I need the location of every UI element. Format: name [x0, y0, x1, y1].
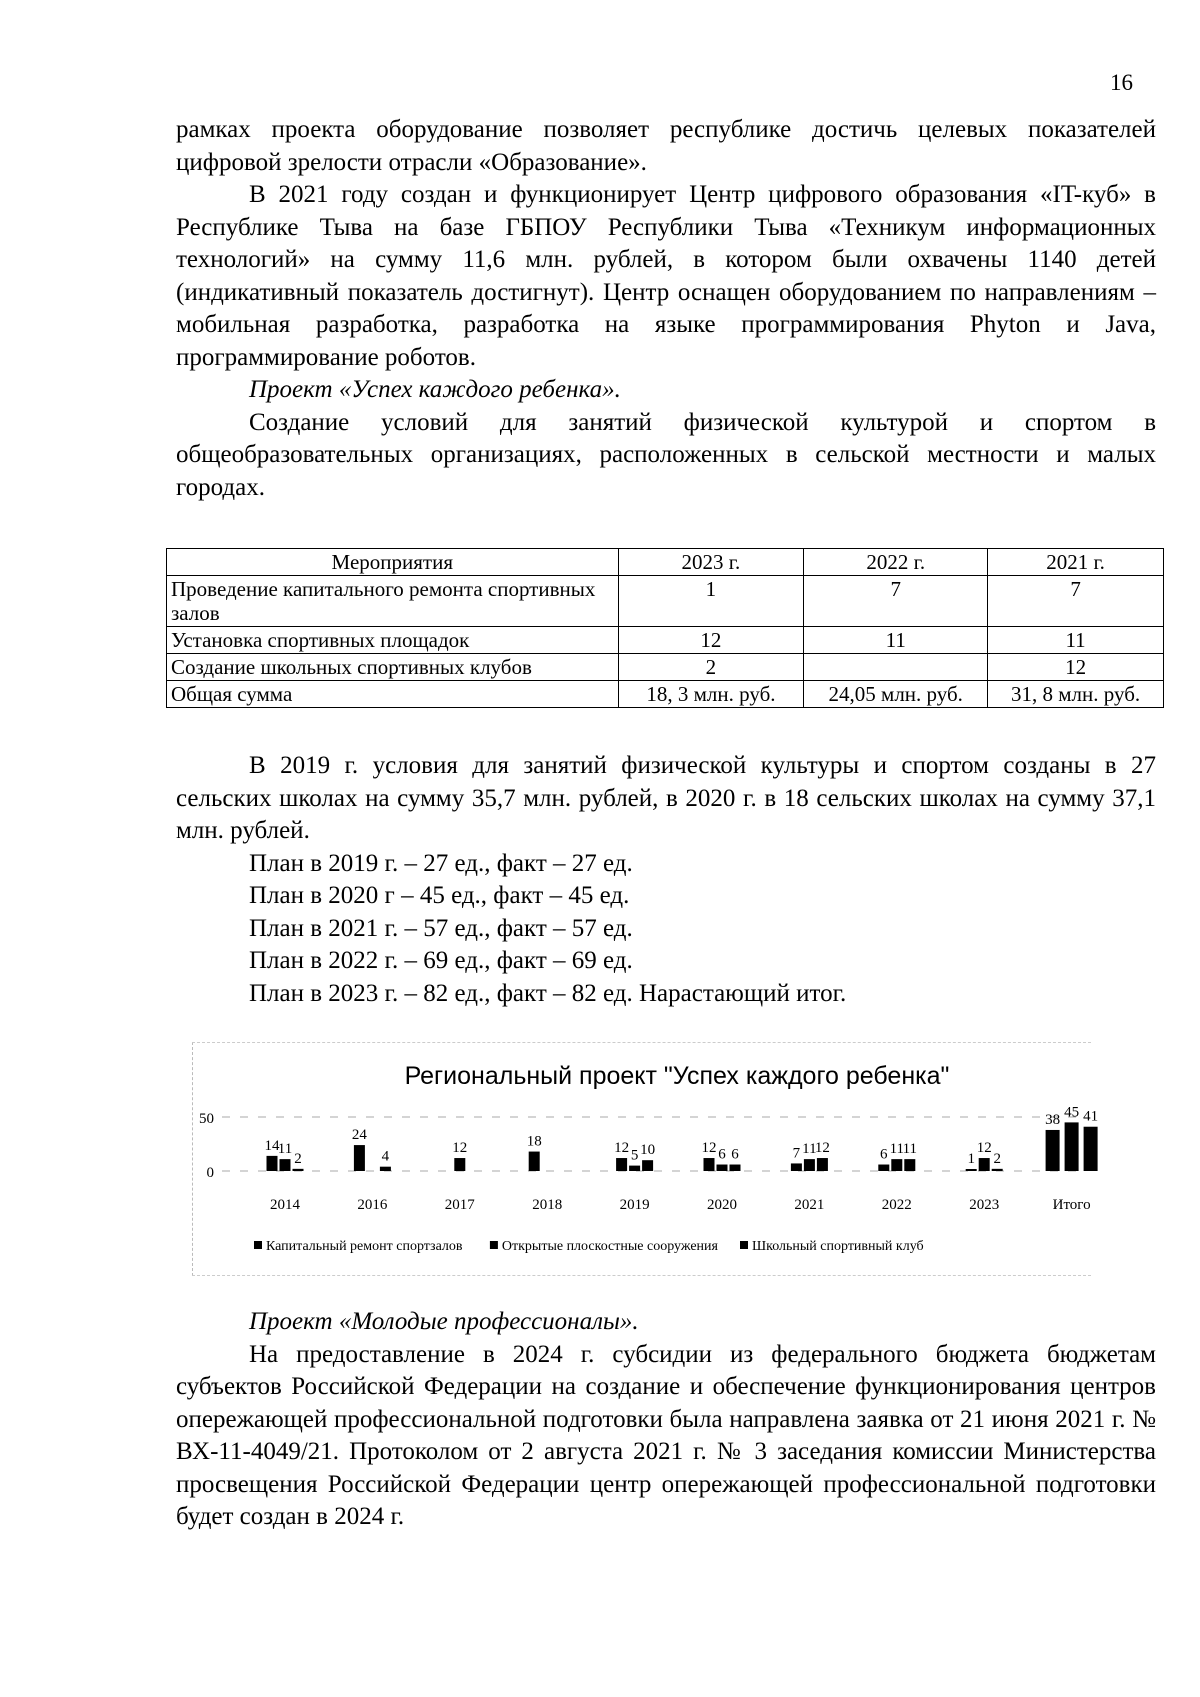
data-label: 6	[880, 1146, 888, 1163]
table-cell: 7	[804, 576, 988, 627]
table-row	[167, 681, 1164, 708]
data-label: 14	[264, 1137, 280, 1154]
bar	[280, 1159, 291, 1171]
bar	[1065, 1122, 1079, 1171]
bar	[992, 1169, 1003, 1171]
x-tick-label: 2016	[357, 1197, 388, 1213]
data-label: 11	[277, 1141, 293, 1158]
bar	[629, 1166, 640, 1171]
table-cell: 2	[618, 654, 804, 681]
data-label: 12	[814, 1140, 830, 1157]
paragraph: рамках проекта оборудование позволяет республике достичь целевых показателей цифровой зрелости отрасли «Образование».	[176, 116, 1156, 176]
chart-title: Региональный проект "Успех каждого ребенка"	[404, 1062, 950, 1090]
bar	[717, 1165, 728, 1171]
page-number: 16	[1110, 70, 1133, 95]
table-cell: Общая сумма	[167, 681, 619, 708]
data-label: 2	[993, 1150, 1001, 1167]
bar	[704, 1158, 715, 1171]
data-label: 11	[902, 1141, 918, 1158]
data-label: 7	[792, 1145, 801, 1162]
data-label: 38	[1045, 1111, 1061, 1128]
data-label: 6	[731, 1146, 739, 1163]
x-tick-label: 2022	[881, 1197, 912, 1213]
bar-chart	[192, 1042, 1099, 1276]
table-cell: 11	[804, 627, 988, 654]
data-label: 24	[351, 1127, 367, 1144]
data-label: 1	[967, 1151, 975, 1167]
table-cell: Создание школьных спортивных клубов	[167, 654, 619, 681]
paragraph: В 2021 году создан и функционирует Центр цифрового образования «IT-куб» в Республике Тыва на базе ГБПОУ Республики Тыва «Техникум информационных технологий» на сумму 11,6 млн. рублей, в котором были охвачены 1140 детей (индикативный показатель достигнут). Центр оснащен оборудованием по направлениям – мобильная разработка, разработка на языке программирования Phyton и Java, программирование роботов.	[176, 181, 1156, 371]
paragraph: В 2019 г. условия для занятий физической культуры и спортом созданы в 27 сельских школах на сумму 35,7 млн. рублей, в 2020 г. в 18 сельских школах на сумму 37,1 млн. рублей.	[176, 752, 1156, 844]
y-tick-label: 0	[206, 1165, 214, 1181]
plan-line: План в 2022 г. – 69 ед., факт – 69 ед.	[249, 947, 633, 974]
bar	[878, 1165, 889, 1171]
x-tick-label: Итого	[1052, 1197, 1091, 1213]
data-label: 10	[640, 1142, 656, 1159]
table-row	[167, 654, 1164, 681]
plan-line: План в 2023 г. – 82 ед., факт – 82 ед. Нарастающий итог.	[249, 979, 847, 1007]
y-tick-label: 50	[199, 1111, 214, 1127]
table-cell: 18, 3 млн. руб.	[618, 681, 804, 708]
data-label: 5	[630, 1147, 639, 1164]
plan-line: План в 2020 г – 45 ед., факт – 45 ед.	[249, 882, 630, 909]
data-label: 11	[802, 1141, 817, 1158]
x-tick-label: 2021	[794, 1197, 825, 1213]
table-cell: 7	[988, 576, 1164, 627]
x-tick-label: 2014	[270, 1197, 300, 1213]
table-cell: 12	[618, 627, 804, 654]
bar	[979, 1158, 990, 1171]
bar	[891, 1159, 902, 1171]
table-cell: 1	[618, 576, 804, 627]
bar	[1046, 1130, 1060, 1171]
x-tick-label: 2023	[969, 1197, 1000, 1213]
table-cell: 11	[988, 627, 1164, 654]
data-label: 6	[718, 1146, 726, 1163]
legend-entry: Открытые плоскостные сооружения	[501, 1239, 718, 1254]
data-label: 11	[889, 1141, 905, 1158]
legend-swatch	[254, 1241, 262, 1249]
x-tick-label: 2018	[532, 1197, 563, 1213]
table-cell	[804, 654, 988, 681]
data-label: 12	[614, 1140, 630, 1157]
bar	[354, 1145, 365, 1171]
bar	[966, 1169, 977, 1171]
legend-swatch	[740, 1241, 748, 1249]
x-tick-label: 2020	[707, 1197, 737, 1213]
table-cell: Проведение капитального ремонта спортивных залов	[167, 576, 619, 627]
data-label: 2	[294, 1150, 302, 1167]
bottom-text	[176, 1306, 1156, 1534]
bar	[293, 1169, 304, 1171]
legend-swatch	[490, 1241, 498, 1249]
table-cell: Установка спортивных площадок	[167, 627, 619, 654]
table-cell: 24,05 млн. руб.	[804, 681, 988, 708]
bar	[817, 1158, 828, 1171]
table-header: Мероприятия	[167, 549, 619, 576]
plan-line: План в 2019 г. – 27 ед., факт – 27 ед.	[249, 849, 633, 877]
data-label: 12	[976, 1140, 992, 1157]
table-row	[167, 576, 1164, 627]
data-label: 45	[1064, 1104, 1080, 1121]
x-tick-label: 2017	[444, 1197, 475, 1213]
bar	[267, 1156, 278, 1171]
paragraph: Создание условий для занятий физической культурой и спортом в общеобразовательных организациях, расположенных в сельской местности и малых городах.	[176, 408, 1156, 501]
legend-entry: Капитальный ремонт спортзалов	[266, 1239, 463, 1254]
bar	[529, 1152, 540, 1171]
table-cell: 31, 8 млн. руб.	[988, 681, 1164, 708]
plan-line: План в 2021 г. – 57 ед., факт – 57 ед.	[249, 914, 633, 942]
table-header: 2022 г.	[804, 549, 988, 576]
x-tick-label: 2019	[619, 1197, 650, 1213]
middle-text	[176, 750, 1156, 1010]
table-header: 2023 г.	[618, 549, 804, 576]
bar	[804, 1159, 815, 1171]
section-heading: Проект «Успех каждого ребенка».	[249, 376, 621, 403]
bar	[616, 1158, 627, 1171]
data-label: 12	[701, 1140, 717, 1157]
data-label: 41	[1083, 1108, 1099, 1125]
data-label: 12	[452, 1140, 468, 1157]
bar	[904, 1159, 915, 1171]
bar	[791, 1163, 802, 1171]
bar	[642, 1160, 653, 1171]
data-label: 4	[381, 1148, 390, 1165]
bar	[454, 1158, 465, 1171]
table-header: 2021 г.	[988, 549, 1164, 576]
bar	[380, 1167, 391, 1171]
paragraph: На предоставление в 2024 г. субсидии из федерального бюджета бюджетам субъектов Российской Федерации на создание и обеспечение функционирования центров опережающей профессиональной подготовки была направлена заявка от 21 июня 2021 г. № ВХ-11-4049/21. Протоколом от 2 августа 2021 г. № 3 заседания комиссии Министерства просвещения Российской Федерации центр опережающей профессиональной подготовки будет создан в 2024 г.	[176, 1340, 1156, 1530]
bar	[1084, 1127, 1098, 1171]
table-row	[167, 627, 1164, 654]
data-label: 18	[526, 1133, 542, 1150]
top-text	[176, 114, 1156, 504]
table-header-row	[167, 549, 1164, 576]
events-table	[166, 548, 1164, 708]
section-heading: Проект «Молодые профессионалы».	[249, 1308, 639, 1335]
legend-entry: Школьный спортивный клуб	[752, 1239, 924, 1254]
table-cell: 12	[988, 654, 1164, 681]
bar	[730, 1165, 741, 1171]
